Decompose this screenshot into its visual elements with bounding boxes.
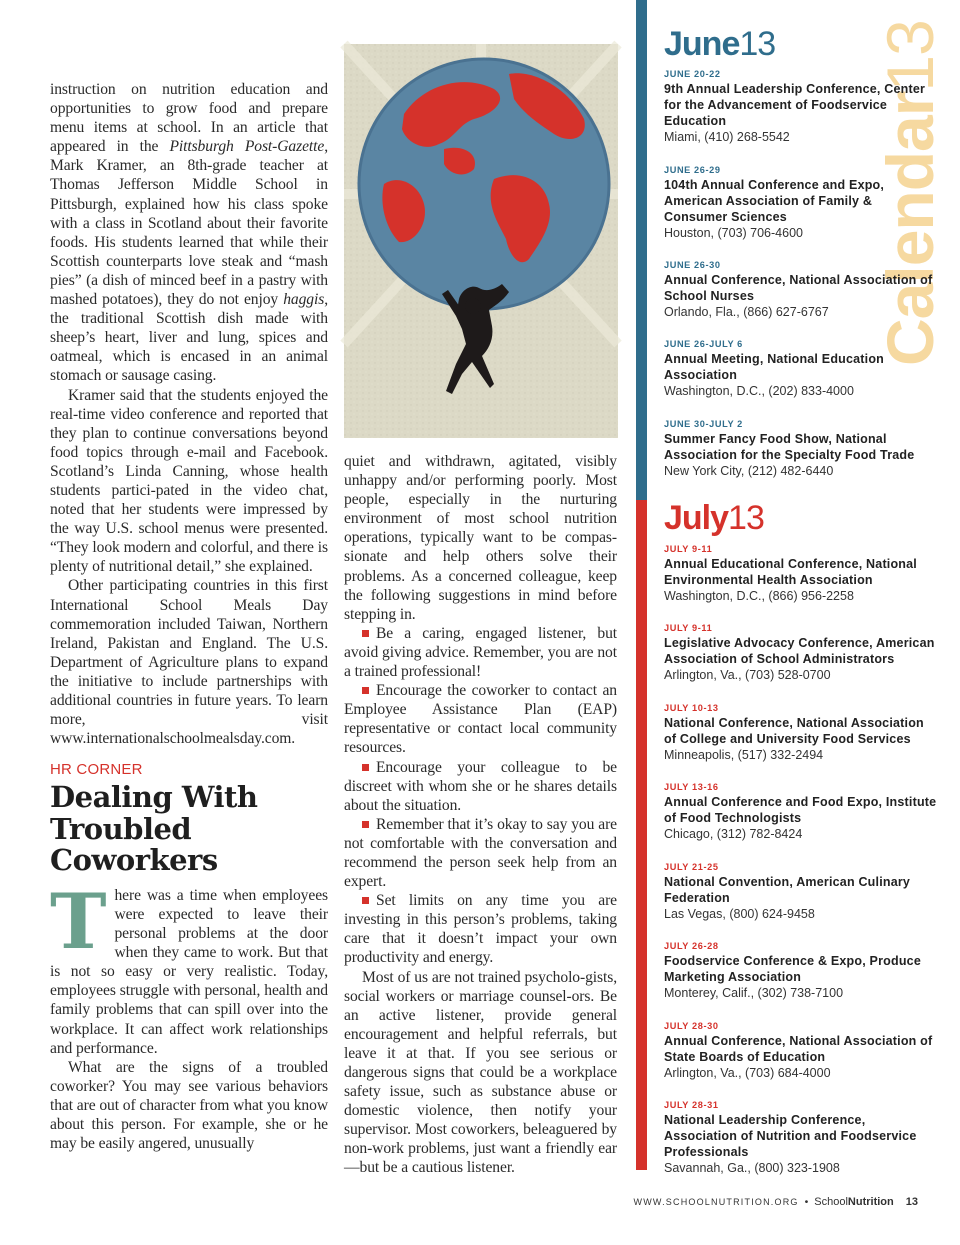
paragraph: Most of us are not trained psycholo-gists, social workers or marriage counsel-ors. Be an active listener, provide general encouragement and helpful referrals, but leave it at that. If you see serious or dangerous signs that could be a workplace safety issue, such as substance abuse or domestic violence, then notify your supervisor. Most coworkers, beleaguered by non-work problems, just want a friendly ear—but be a cautious listener.	[344, 968, 617, 1177]
bullet-square-icon	[362, 630, 369, 637]
event-date: JULY 21-25	[664, 862, 719, 872]
section-label: HR CORNER	[50, 761, 143, 779]
paragraph: instruction on nutrition education and opportunities to grow food and prepare menu items at school. In an article that appeared in the Pittsburgh Post-Gazette, Mark Kramer, an 8th-grade teacher at Thomas Jefferson Middle School in Pittsburgh, explained how his class spoke with a class in Scotland about their favorite foods. His students learned that while their Scottish counterparts love steak and “mash pies” (a dish of minced beef in a pastry with mashed potatoes), they do not enjoy haggis, the traditional Scottish dish made with sheep’s heart, liver and lung, spices and oatmeal, which is encased in an animal stomach or sausage casing.	[50, 81, 329, 385]
globe-illustration	[344, 44, 618, 438]
event-location: Miami, (410) 268-5542	[664, 130, 790, 144]
event-name: Annual Conference and Food Expo, Institute of Food Technologists	[664, 795, 937, 825]
bullet-item: Remember that it’s okay to say you are not comfortable with the conversation and recommend the person seek help from an expert.	[344, 815, 617, 891]
event-date: JULY 13-16	[664, 782, 719, 792]
calendar-event	[664, 259, 939, 320]
calendar-event	[664, 622, 939, 683]
calendar-event	[664, 702, 939, 763]
event-name: Annual Conference, National Association of School Nurses	[664, 273, 933, 303]
calendar-bar-july	[636, 500, 647, 1170]
bullet-item: Encourage the coworker to contact an Employee Assistance Plan (EAP) representative or contact local community resources.	[344, 682, 617, 757]
event-name: Annual Meeting, National Education Association	[664, 352, 885, 382]
month-heading-june: June13	[664, 25, 776, 63]
footer-separator: •	[804, 1196, 809, 1208]
page-footer	[634, 1196, 919, 1208]
event-name: Legislative Advocacy Conference, American Association of School Administrators	[664, 636, 935, 666]
footer-website: WWW.SCHOOLNUTRITION.ORG	[633, 1197, 799, 1207]
event-location: New York City, (212) 482-6440	[664, 464, 834, 478]
event-name: National Convention, American Culinary Federation	[664, 875, 911, 905]
drop-cap: T	[50, 876, 107, 966]
event-name: 104th Annual Conference and Expo, American Association of Family & Consumer Sciences	[664, 178, 885, 224]
bullet-item: Encourage your colleague to be discreet with whom she or he shares details about the situation.	[344, 758, 617, 814]
footer-magazine-name: SchoolNutrition	[814, 1196, 894, 1208]
headline: Dealing With Troubled Coworkers	[50, 780, 258, 878]
bullet-square-icon	[362, 897, 369, 904]
event-location: Minneapolis, (517) 332-2494	[664, 748, 824, 762]
event-location: Washington, D.C., (866) 956-2258	[664, 589, 854, 603]
bullet-square-icon	[362, 764, 369, 771]
bullet-square-icon	[362, 687, 369, 694]
bullet-square-icon	[362, 821, 369, 828]
calendar-event	[664, 68, 939, 145]
paragraph: Other participating countries in this first International School Meals Day commemoration included Taiwan, Northern Ireland, Pakistan and England. The U.S. Department of Agriculture plans to expand the initiative to include partnerships with additional countries in future years. To learn more, visit www.internationalschoolmealsday.com.	[50, 577, 328, 748]
event-name: Summer Fancy Food Show, National Association for the Specialty Food Trade	[664, 432, 915, 462]
event-name: National Conference, National Association of College and University Food Services	[664, 716, 924, 746]
event-name: National Leadership Conference, Association of Nutrition and Foodservice Professionals	[664, 1113, 917, 1159]
calendar-bar-june	[636, 0, 647, 500]
article-mid-column	[344, 452, 617, 1178]
bullet-item: Be a caring, engaged listener, but avoid giving advice. Remember, you are not a trained professional!	[344, 624, 617, 681]
event-date: JUNE 20-22	[664, 69, 721, 79]
event-name: Foodservice Conference & Expo, Produce Marketing Association	[664, 954, 921, 984]
event-location: Arlington, Va., (703) 684-4000	[664, 1066, 831, 1080]
bullet-item: Set limits on any time you are investing in this person’s problems, taking care that it doesn’t impact your own productivity and energy.	[344, 892, 617, 967]
event-name: Annual Conference, National Association of State Boards of Education	[664, 1034, 933, 1064]
month-heading-july: July13	[664, 499, 764, 537]
event-location: Chicago, (312) 782-8424	[664, 827, 803, 841]
event-date: JULY 9-11	[664, 544, 713, 554]
calendar-event	[664, 1099, 939, 1176]
event-name: Annual Educational Conference, National Environmental Health Association	[664, 557, 917, 587]
event-location: Orlando, Fla., (866) 627-6767	[664, 305, 829, 319]
calendar-event	[664, 940, 939, 1001]
event-date: JUNE 26-JULY 6	[664, 339, 743, 349]
page-number: 13	[905, 1196, 918, 1208]
calendar-event	[664, 338, 939, 399]
event-location: Savannah, Ga., (800) 323-1908	[664, 1161, 840, 1175]
event-date: JULY 9-11	[664, 623, 713, 633]
paragraph: Kramer said that the students enjoyed the real-time video conference and reported that they plan to continue conversations beyond food topics through e-mail and Facebook. Scotland’s Linda Canning, whose health students partici-pated in the video chat, noted that her students were impressed by the way U.S. school menus were presented. “They look modern and colorful, and there is plenty of nutritional detail,” she explained.	[50, 386, 328, 576]
event-date: JUNE 30-JULY 2	[664, 419, 743, 429]
calendar-event	[664, 164, 939, 241]
paragraph: What are the signs of a troubled coworker? You may see various behaviors that are out of character from what you know about this person. For example, she or he may be easily angered, unusually	[50, 1058, 328, 1153]
event-date: JULY 28-30	[664, 1021, 719, 1031]
event-location: Arlington, Va., (703) 528-0700	[664, 668, 831, 682]
event-date: JULY 28-31	[664, 1100, 719, 1110]
calendar-event	[664, 1020, 939, 1081]
calendar-vertical-text: Calendar13	[873, 20, 947, 366]
calendar-event	[664, 418, 939, 479]
paragraph: There was a time when employees were expected to leave their personal problems at the door when they came to work. But that is not so easy or very realistic. Today, employees struggle with personal, health and family problems that can spill over into the workplace. It can affect work relationships and performance.	[50, 876, 328, 1057]
event-location: Las Vegas, (800) 624-9458	[664, 907, 815, 921]
article-left-column	[50, 80, 328, 1153]
event-date: JULY 10-13	[664, 703, 719, 713]
event-date: JUNE 26-30	[664, 260, 721, 270]
event-name: 9th Annual Leadership Conference, Center for the Advancement of Foodservice Education	[664, 82, 926, 128]
event-location: Houston, (703) 706-4600	[664, 226, 803, 240]
calendar-event	[664, 543, 939, 604]
paragraph: quiet and withdrawn, agitated, visibly unhappy and/or performing poorly. Most people, especially in the nurturing environment of most school nutrition operations, typically want to be compas-sionate and help others solve their problems. As a concerned colleague, keep the following suggestions in mind before stepping in.	[344, 453, 617, 623]
event-location: Washington, D.C., (202) 833-4000	[664, 384, 854, 398]
event-location: Monterey, Calif., (302) 738-7100	[664, 986, 844, 1000]
event-date: JUNE 26-29	[664, 165, 721, 175]
event-date: JULY 26-28	[664, 941, 719, 951]
calendar-event	[664, 861, 939, 922]
illustration-atlas-globe	[344, 44, 618, 438]
calendar-event	[664, 781, 939, 842]
